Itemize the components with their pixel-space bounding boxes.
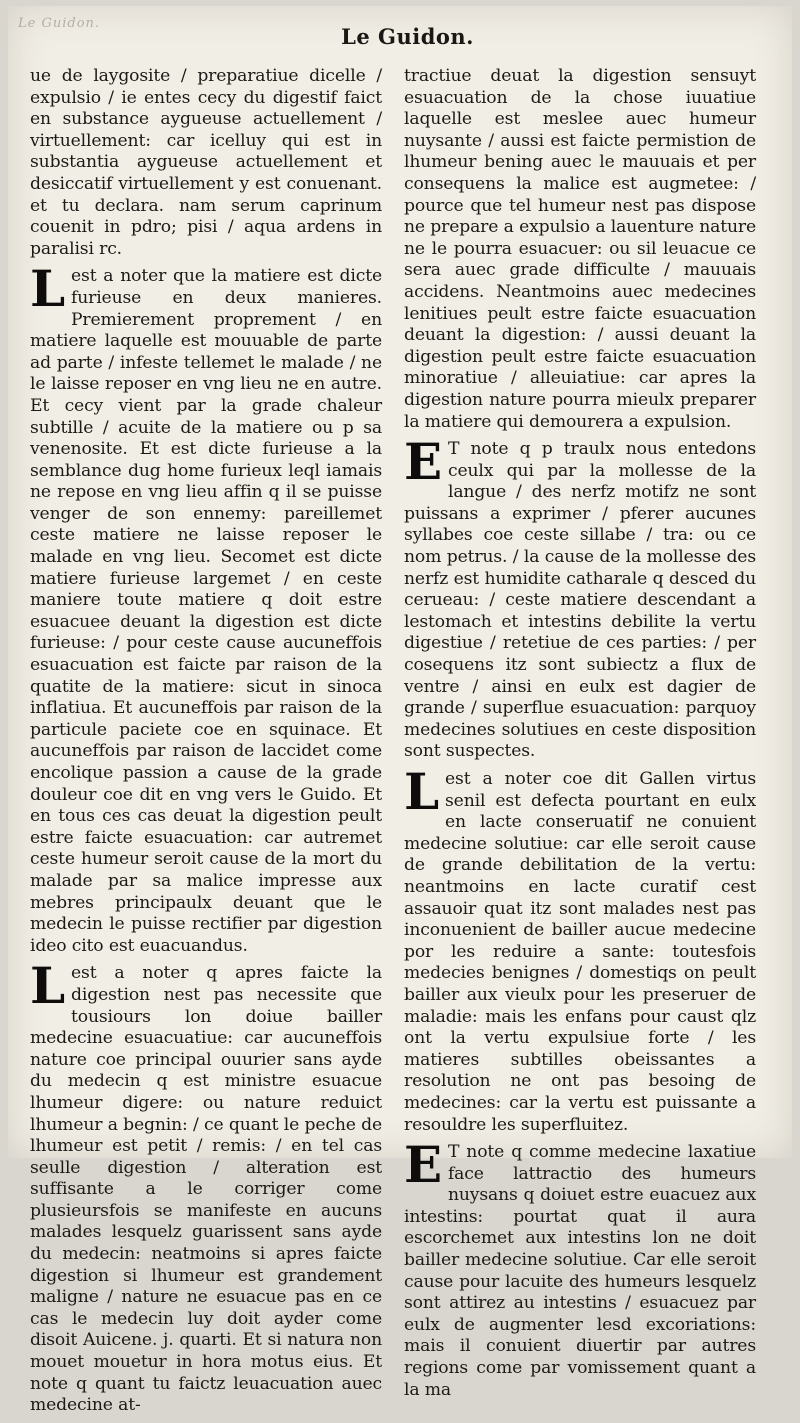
drop-initial: E <box>404 1135 442 1195</box>
bleed-through-text: Le Guidon. <box>18 16 101 31</box>
paragraph-text: est a noter coe dit Gallen virtus senil est defecta pourtant en eulx en lacte conseruatif ne conuient medecine solutiue: car elle seroit cause de grande debilitation de la vertu: neantmoins en lacte curatif cest assauoir quat itz sont malades nest pas inconuenient de bailler aucue medecine por les reduire a sante: toutesfois medecies benignes / domestiqs on peult bailler aux vieulx pour les preseruer de maladie: mais les enfans pour caust qlz ont la vertu expulsiue forte / les matieres subtilles obeissantes a resolution ne ont pas besoing de medecines: car la vertu est puissante a resouldre les superfluitez. <box>404 769 756 1135</box>
right-paragraph-1 <box>404 432 756 763</box>
right-continuation-text: tractiue deuat la digestion sensuyt esuacuation de la chose iuuatiue laquelle est meslee auec humeur nuysante / aussi est faicte permistion de lhumeur bening auec le mauuais et per consequens la malice est augmetee: / pource que tel humeur nest pas dispose ne prepare a expulsio a lauenture nature ne le pourra esuacuer: ou sil leuacue ce sera auec grade difficulte / mauuais accidens. Neantmoins auec medecines lenitiues peult estre faicte esuacuation deuant la digestion: / aussi deuant la digestion peult estre faicte esuacuation minoratiue / alleuiatiue: car apres la digestion nature pourra mieulx preparer la matiere qui demourera a expulsion. <box>404 66 756 432</box>
left-paragraph-1 <box>30 259 382 957</box>
paragraph-text: est a noter que la matiere est dicte furieuse en deux manieres. Premierement proprement / en matiere laquelle est mouuable de parte ad parte / infeste tellemet le malade / ne le laisse reposer en vng lieu ne en autre. Et cecy vient par la grade chaleur subtille / acuite de la matiere ou p sa venenosite. Et est dicte furieuse a la semblance dug home furieux leql iamais ne repose en vng lieu affin q il se puisse venger de son ennemy: pareillemet ceste matiere ne laisse reposer le malade en vng lieu. Secomet est dicte matiere furieuse largemet / en ceste maniere toute matiere q doit estre esuacuee deuant la digestion est dicte furieuse: / pour ceste cause aucuneffois esuacuation est faicte par raison de la quatite de la matiere: sicut in sinoca inflatiua. Et aucuneffois par raison de la particule paciete coe en squinace. Et aucuneffois par raison de laccidet come encolique passion a cause de la grade douleur coe dit en vng vers le Guido. Et en tous ces cas deuat la digestion peult estre faicte esuacuation: car autremet ceste humeur seroit cause de la mort du malade par sa malice impresse aux mebres principaulx deuant que le medecin le puisse rectifier par digestion ideo cito est euacuandus. <box>30 266 382 956</box>
left-continuation-text: ue de laygosite / preparatiue dicelle / expulsio / ie entes cecy du digestif faict en substance aygueuse actuellement / virtuellement: car icelluy qui est in substantia aygueuse actuellement et desiccatif virtuellement y est conuenant. et tu declara. nam serum caprinum couenit in pdro; pisi / aqua ardens in paralisi rc. <box>30 66 382 259</box>
running-head: Le Guidon. <box>341 24 474 49</box>
drop-initial: L <box>404 762 440 821</box>
drop-initial: L <box>30 259 66 319</box>
left-paragraph-2 <box>30 956 382 1416</box>
drop-initial: L <box>30 956 66 1016</box>
right-paragraph-3 <box>404 1135 756 1401</box>
right-column <box>404 66 756 1407</box>
drop-initial: E <box>404 432 442 492</box>
left-column <box>30 66 382 1423</box>
paragraph-text: est a noter q apres faicte la digestion nest pas necessite que tousiours lon doiue bailler medecine esuacuatiue: car aucuneffois nature coe principal ouurier sans ayde du medecin q est ministre esuacue lhumeur digere: ou nature reduict lhumeur a begnin: / ce quant le peche de lhumeur est petit / remis: / en tel cas seulle digestion / alteration est suffisante a le corriger come plusieursfois se manifeste en aucuns malades lesquelz guarissent sans ayde du medecin: neatmoins si apres faicte digestion si lhumeur est grandement maligne / nature ne esuacue pas en ce cas le medecin luy doit ayder come disoit Auicene. j. quarti. Et si natura non mouet mouetur in hora motus eius. Et note q quant tu faictz leuacuation auec medecine at- <box>30 963 382 1416</box>
paragraph-text: T note q p traulx nous entedons ceulx qui par la mollesse de la langue / des nerfz motifz ne sont puissans a exprimer / pferer aucunes syllabes coe ceste sillabe / tra: ou ce nom petrus. / la cause de la mollesse des nerfz est humidite catharale q desced du cerueau: / ceste matiere descendant a lestomach et intestins debilite la vertu digestiue / retetiue de ces parties: / per cosequens itz sont subiectz a flux de ventre / ainsi en eulx est dagier de grande / superflue esuacuation: parquoy medecines solutiues en ceste disposition sont suspectes. <box>404 439 756 762</box>
book-page <box>8 6 792 1416</box>
paragraph-text: T note q comme medecine laxatiue face lattractio des humeurs nuysans q doiuet estre euacuez aux intestins: pourtat quat il aura escorchemet aux intestins lon ne doit bailler medecine solutiue. Car elle seroit cause pour lacuite des humeurs lesquelz sont attirez au intestins / esuacuez par eulx de augmenter lesd excoriations: mais il conuient diuertir par autres regions come par vomissement quant a la ma <box>404 1142 756 1400</box>
right-paragraph-2 <box>404 762 756 1136</box>
